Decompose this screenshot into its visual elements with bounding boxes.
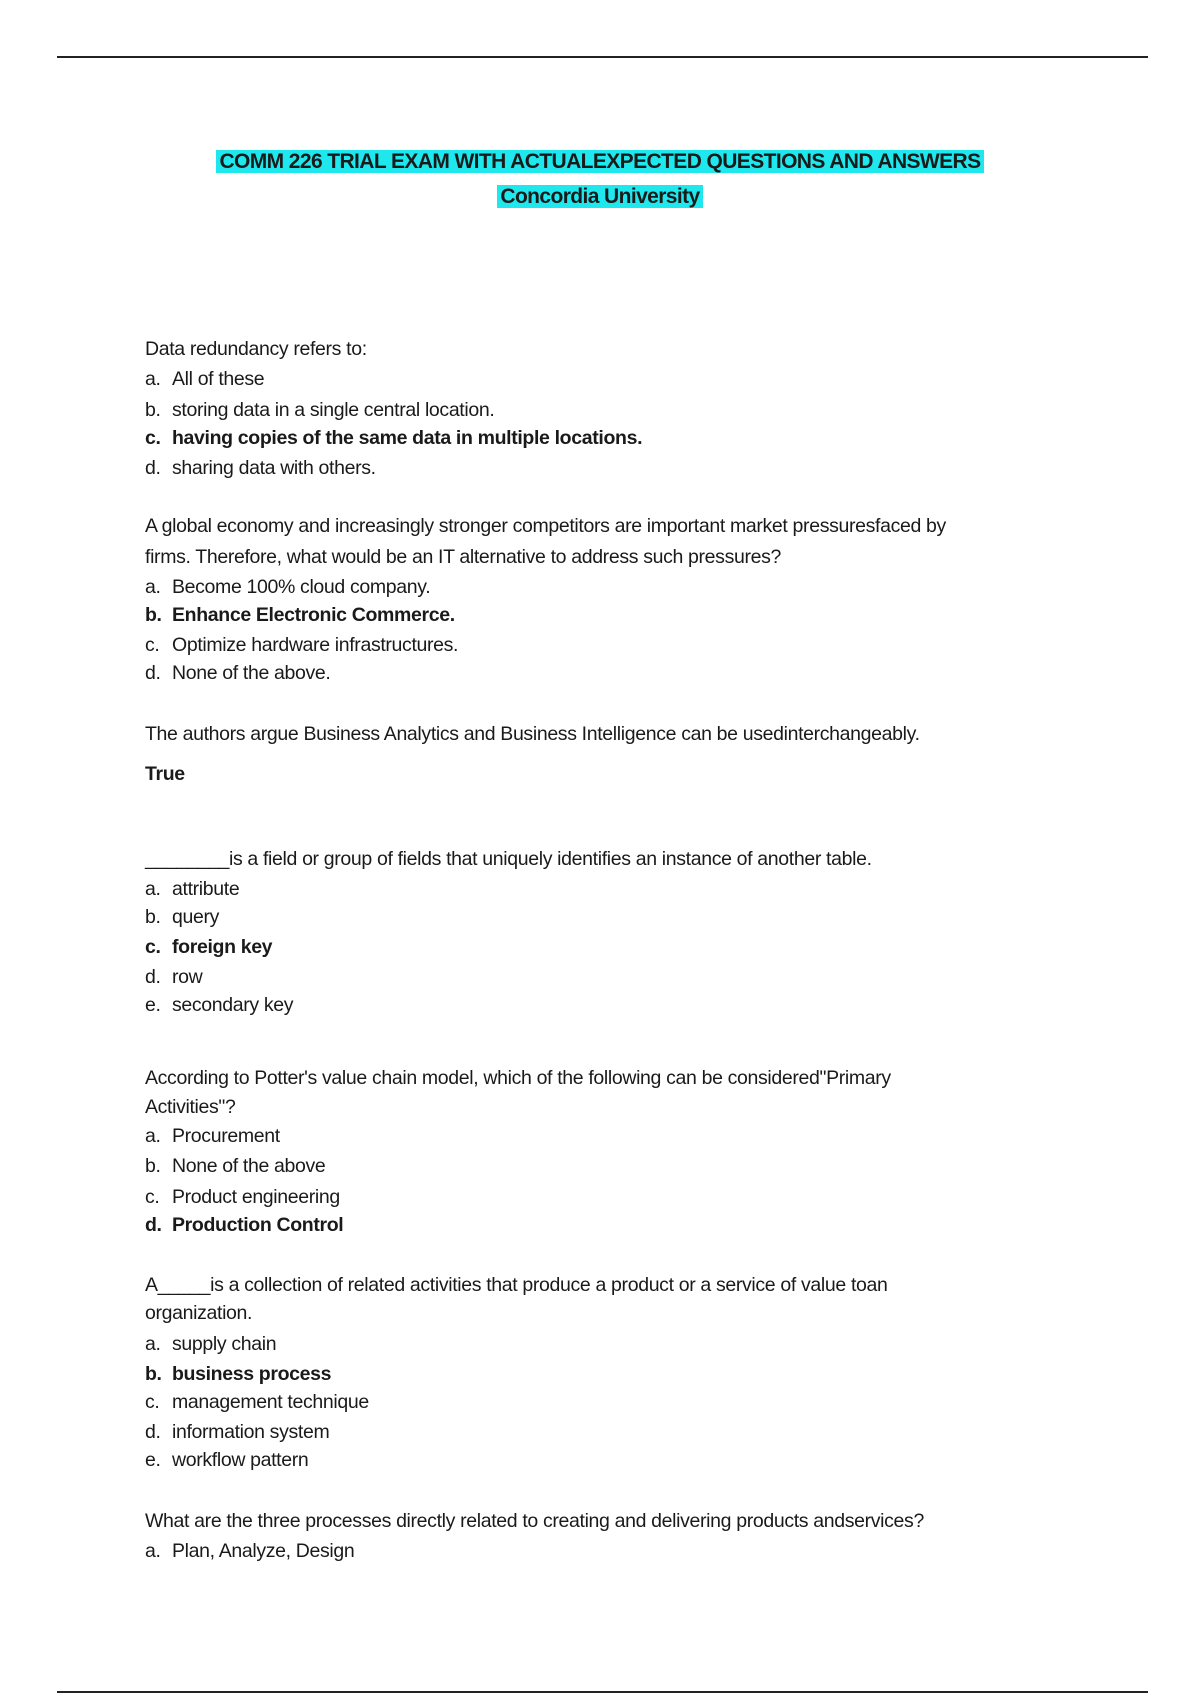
option-letter: a. (145, 1333, 161, 1355)
question-text: The authors argue Business Analytics and Business Intelligence can be usedinterchangeably. (145, 723, 920, 745)
option-letter: e. (145, 1449, 161, 1471)
option (145, 661, 331, 685)
option-text: storing data in a single central location. (172, 399, 495, 421)
question-text: What are the three processes directly related to creating and delivering products andservices? (145, 1510, 924, 1532)
option (145, 877, 239, 901)
option-letter: b. (145, 1155, 161, 1177)
bottom-rule (57, 1691, 1148, 1693)
option-letter: a. (145, 1125, 161, 1147)
correct-option (145, 603, 455, 627)
option-letter: d. (145, 1421, 161, 1443)
option-letter: c. (145, 936, 161, 958)
option (145, 456, 376, 480)
option-text: foreign key (172, 936, 273, 958)
option-letter: c. (145, 427, 161, 449)
option (145, 1448, 308, 1472)
option (145, 1539, 354, 1563)
option-text: Procurement (172, 1125, 280, 1147)
option-letter: b. (145, 399, 161, 421)
question-text: organization. (145, 1302, 253, 1324)
option-text: workflow pattern (172, 1449, 309, 1471)
option-letter: b. (145, 1363, 162, 1385)
option-letter: a. (145, 1540, 161, 1562)
title-line-2: Concordia University (497, 185, 702, 208)
question-text: Activities"? (145, 1096, 236, 1118)
option (145, 965, 202, 989)
option (145, 367, 264, 391)
option-text: row (172, 966, 203, 988)
option (145, 1332, 276, 1356)
option-text: supply chain (172, 1333, 277, 1355)
option-text: All of these (172, 368, 265, 390)
option-letter: a. (145, 576, 161, 598)
option-text: management technique (172, 1391, 369, 1413)
option-text: query (172, 906, 220, 928)
option-letter: c. (145, 1186, 160, 1208)
correct-option (145, 1213, 343, 1237)
option-text: business process (172, 1363, 332, 1385)
option-text: Product engineering (172, 1186, 340, 1208)
option-text: attribute (172, 878, 240, 900)
question-text: A global economy and increasingly stronger competitors are important market pressuresfaced by (145, 515, 946, 537)
option-letter: c. (145, 1391, 160, 1413)
option (145, 993, 293, 1017)
correct-option (145, 935, 272, 959)
option-text: sharing data with others. (172, 457, 376, 479)
option-text: information system (172, 1421, 330, 1443)
option-text: Production Control (172, 1214, 344, 1236)
correct-option (145, 426, 642, 450)
option-text: having copies of the same data in multiple locations. (172, 427, 643, 449)
option (145, 1420, 329, 1444)
question-text: ________is a field or group of fields that uniquely identifies an instance of another table. (145, 848, 872, 870)
option-text: None of the above (172, 1155, 326, 1177)
option (145, 905, 219, 929)
option-letter: d. (145, 662, 161, 684)
option (145, 1124, 280, 1148)
option-text: Plan, Analyze, Design (172, 1540, 355, 1562)
option-letter: a. (145, 368, 161, 390)
option (145, 633, 458, 657)
option-letter: a. (145, 878, 161, 900)
option (145, 575, 430, 599)
option-letter: b. (145, 906, 161, 928)
answer-text: True (145, 763, 185, 785)
option-text: Optimize hardware infrastructures. (172, 634, 459, 656)
option-letter: c. (145, 634, 160, 656)
option (145, 1185, 340, 1209)
option-text: Enhance Electronic Commerce. (172, 604, 455, 626)
option-text: None of the above. (172, 662, 331, 684)
question-text: Data redundancy refers to: (145, 338, 367, 360)
correct-option (145, 1362, 331, 1386)
option-letter: b. (145, 604, 162, 626)
option (145, 1390, 369, 1414)
option-text: Become 100% cloud company. (172, 576, 431, 598)
document-subtitle (0, 182, 1200, 212)
title-line-1: COMM 226 TRIAL EXAM WITH ACTUALEXPECTED QUESTIONS AND ANSWERS (216, 150, 983, 173)
option-letter: d. (145, 966, 161, 988)
option-letter: d. (145, 1214, 162, 1236)
option-letter: e. (145, 994, 161, 1016)
option (145, 1154, 325, 1178)
question-text: A_____is a collection of related activities that produce a product or a service of value toan (145, 1274, 888, 1296)
document-title (0, 147, 1200, 177)
option-text: secondary key (172, 994, 294, 1016)
top-rule (57, 56, 1148, 58)
question-text: According to Potter's value chain model, which of the following can be considered"Primary (145, 1067, 891, 1089)
option (145, 398, 494, 422)
question-text: firms. Therefore, what would be an IT alternative to address such pressures? (145, 546, 782, 568)
option-letter: d. (145, 457, 161, 479)
